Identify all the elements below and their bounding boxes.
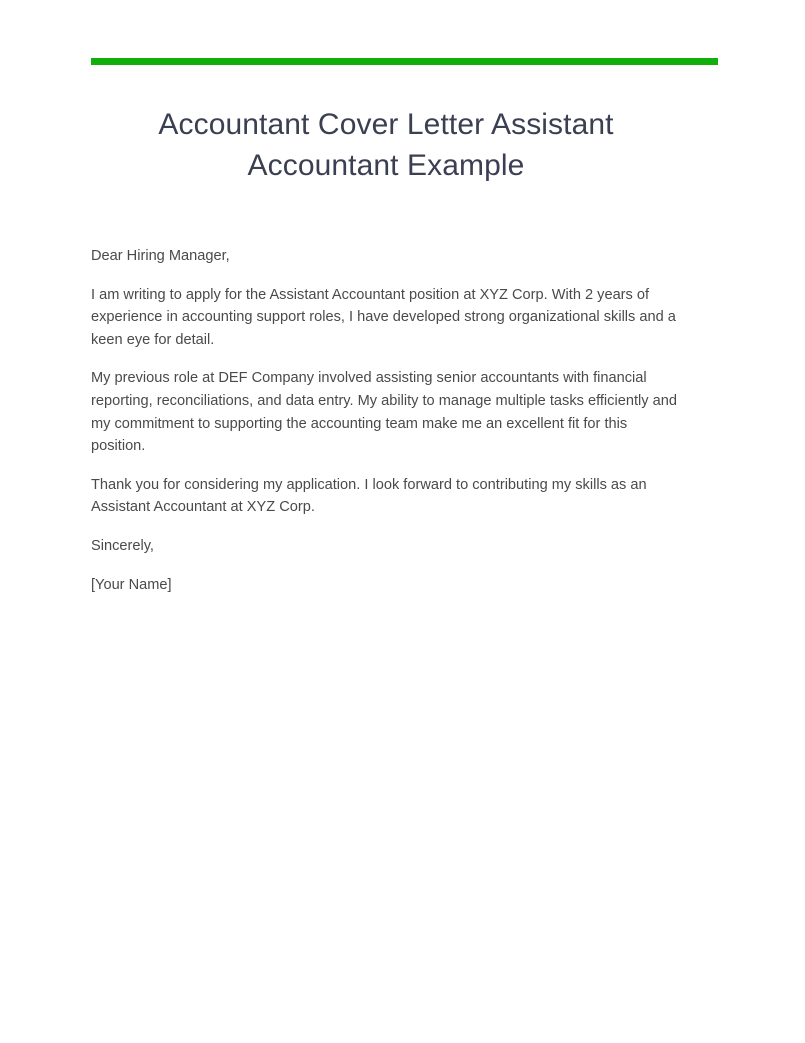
- letter-closing: Sincerely,: [91, 537, 154, 554]
- page-title: Accountant Cover Letter Assistant Accountant Example: [158, 108, 614, 182]
- letter-paragraph-1: I am writing to apply for the Assistant Accountant position at XYZ Corp. With 2 years of experience in accounting support roles, I have developed strong organizational skills and a keen eye for detail.: [91, 286, 676, 348]
- green-accent-bar: [91, 58, 718, 65]
- letter-signature: [Your Name]: [91, 576, 172, 593]
- letter-paragraph-3: Thank you for considering my application. I look forward to contributing my skills as an Assistant Accountant at XYZ Corp.: [91, 476, 647, 516]
- letter-paragraph-2: My previous role at DEF Company involved assisting senior accountants with financial reporting, reconciliations, and data entry. My ability to manage multiple tasks efficiently and my commitment to supporting the accounting team make me an excellent fit for this position.: [91, 370, 677, 455]
- letter-salutation: Dear Hiring Manager,: [91, 248, 230, 264]
- cover-letter-body: [91, 245, 681, 596]
